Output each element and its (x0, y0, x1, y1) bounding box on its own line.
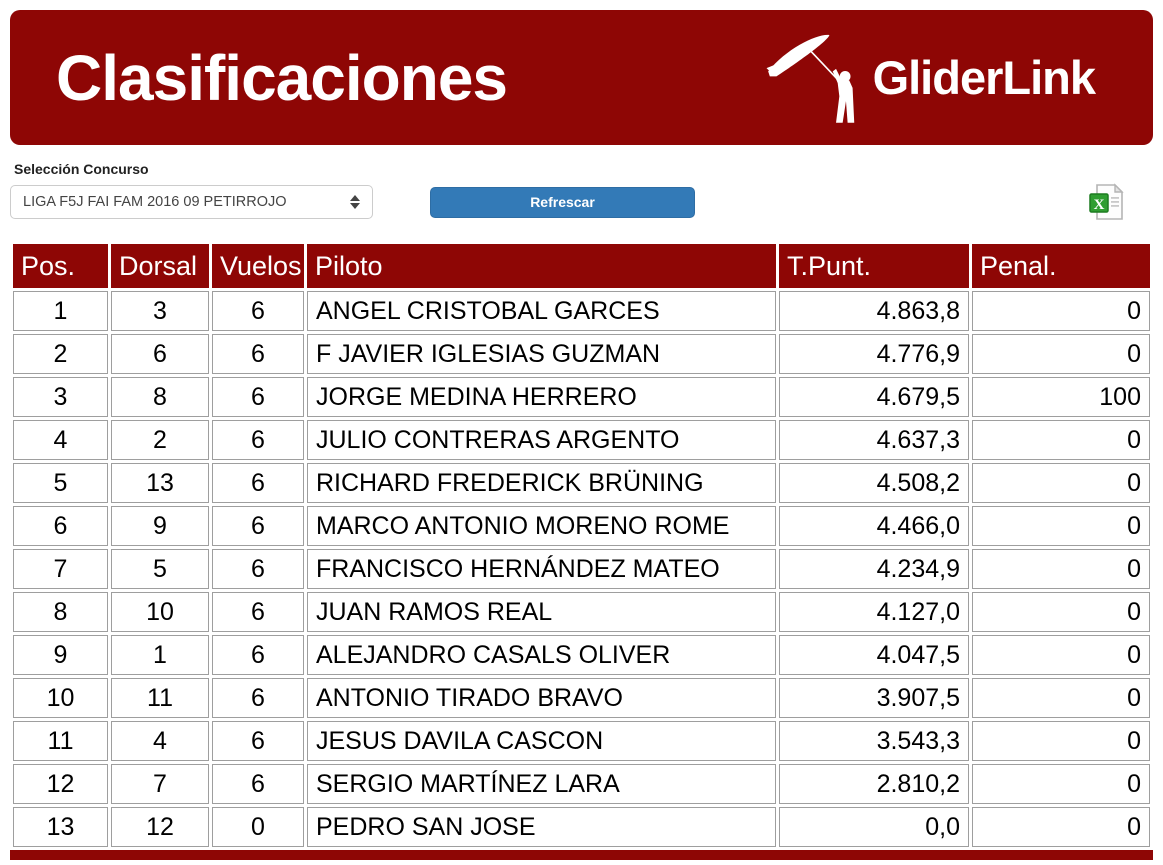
pilot-cell: F JAVIER IGLESIAS GUZMAN (307, 334, 776, 374)
vuelos-cell: 6 (212, 549, 304, 589)
table-row (13, 592, 1150, 632)
pilot-cell: SERGIO MARTÍNEZ LARA (307, 764, 776, 804)
vuelos-cell: 6 (212, 506, 304, 546)
tpunt-cell: 4.637,3 (779, 420, 969, 460)
vuelos-cell: 6 (212, 291, 304, 331)
pos-cell: 4 (13, 420, 108, 460)
pos-cell: 10 (13, 678, 108, 718)
select-arrows-icon (350, 195, 360, 209)
pos-cell: 5 (13, 463, 108, 503)
tpunt-cell: 3.907,5 (779, 678, 969, 718)
penal-cell: 0 (972, 721, 1150, 761)
next-table-header-cutoff (10, 850, 1153, 860)
glider-launch-icon (763, 30, 873, 126)
vuelos-cell: 6 (212, 463, 304, 503)
dorsal-cell: 13 (111, 463, 209, 503)
dorsal-cell: 6 (111, 334, 209, 374)
tpunt-cell: 2.810,2 (779, 764, 969, 804)
pilot-cell: JESUS DAVILA CASCON (307, 721, 776, 761)
vuelos-cell: 6 (212, 377, 304, 417)
contest-select-label: Selección Concurso (14, 161, 149, 177)
brand-name: GliderLink (872, 51, 1095, 104)
dorsal-cell: 1 (111, 635, 209, 675)
col-header-vuelos: Vuelos (212, 244, 304, 288)
results-table-header-row (13, 244, 1150, 288)
tpunt-cell: 4.776,9 (779, 334, 969, 374)
pilot-cell: JORGE MEDINA HERRERO (307, 377, 776, 417)
vuelos-cell: 6 (212, 721, 304, 761)
results-table-body (13, 291, 1150, 847)
pilot-cell: JULIO CONTRERAS ARGENTO (307, 420, 776, 460)
results-table (10, 241, 1153, 850)
svg-text:X: X (1093, 197, 1105, 213)
vuelos-cell: 6 (212, 420, 304, 460)
pos-cell: 13 (13, 807, 108, 847)
pilot-cell: MARCO ANTONIO MORENO ROME (307, 506, 776, 546)
pos-cell: 9 (13, 635, 108, 675)
col-header-penal: Penal. (972, 244, 1150, 288)
penal-cell: 0 (972, 635, 1150, 675)
penal-cell: 0 (972, 807, 1150, 847)
vuelos-cell: 6 (212, 635, 304, 675)
penal-cell: 0 (972, 678, 1150, 718)
penal-cell: 0 (972, 291, 1150, 331)
page-banner (10, 10, 1153, 145)
pos-cell: 1 (13, 291, 108, 331)
pilot-cell: ANTONIO TIRADO BRAVO (307, 678, 776, 718)
penal-cell: 0 (972, 764, 1150, 804)
col-header-tpunt: T.Punt. (779, 244, 969, 288)
pilot-cell: ALEJANDRO CASALS OLIVER (307, 635, 776, 675)
table-row (13, 549, 1150, 589)
dorsal-cell: 3 (111, 291, 209, 331)
table-row (13, 764, 1150, 804)
tpunt-cell: 4.234,9 (779, 549, 969, 589)
pos-cell: 3 (13, 377, 108, 417)
dorsal-cell: 9 (111, 506, 209, 546)
dorsal-cell: 7 (111, 764, 209, 804)
excel-export-button[interactable] (1087, 182, 1127, 222)
penal-cell: 0 (972, 463, 1150, 503)
table-row (13, 506, 1150, 546)
table-row (13, 807, 1150, 847)
col-header-dorsal: Dorsal (111, 244, 209, 288)
tpunt-cell: 4.679,5 (779, 377, 969, 417)
controls-bar (0, 161, 1163, 222)
vuelos-cell: 6 (212, 592, 304, 632)
table-row (13, 678, 1150, 718)
pilot-cell: RICHARD FREDERICK BRÜNING (307, 463, 776, 503)
table-row (13, 463, 1150, 503)
dorsal-cell: 10 (111, 592, 209, 632)
tpunt-cell: 4.047,5 (779, 635, 969, 675)
tpunt-cell: 4.863,8 (779, 291, 969, 331)
pos-cell: 8 (13, 592, 108, 632)
penal-cell: 0 (972, 334, 1150, 374)
contest-select-value: LIGA F5J FAI FAM 2016 09 PETIRROJO (23, 194, 287, 210)
dorsal-cell: 11 (111, 678, 209, 718)
tpunt-cell: 4.466,0 (779, 506, 969, 546)
pos-cell: 7 (13, 549, 108, 589)
pos-cell: 12 (13, 764, 108, 804)
vuelos-cell: 0 (212, 807, 304, 847)
pilot-cell: ANGEL CRISTOBAL GARCES (307, 291, 776, 331)
brand-logo (763, 30, 1095, 126)
tpunt-cell: 4.127,0 (779, 592, 969, 632)
dorsal-cell: 5 (111, 549, 209, 589)
vuelos-cell: 6 (212, 764, 304, 804)
penal-cell: 0 (972, 549, 1150, 589)
dorsal-cell: 8 (111, 377, 209, 417)
pilot-cell: PEDRO SAN JOSE (307, 807, 776, 847)
refresh-button[interactable]: Refrescar (430, 187, 695, 218)
pos-cell: 2 (13, 334, 108, 374)
dorsal-cell: 2 (111, 420, 209, 460)
page-title: Clasificaciones (56, 41, 507, 114)
penal-cell: 0 (972, 506, 1150, 546)
tpunt-cell: 0,0 (779, 807, 969, 847)
contest-select[interactable] (10, 185, 373, 219)
table-row (13, 291, 1150, 331)
pos-cell: 11 (13, 721, 108, 761)
penal-cell: 100 (972, 377, 1150, 417)
table-row (13, 334, 1150, 374)
dorsal-cell: 12 (111, 807, 209, 847)
table-row (13, 420, 1150, 460)
table-row (13, 635, 1150, 675)
col-header-pilot: Piloto (307, 244, 776, 288)
table-row (13, 377, 1150, 417)
pos-cell: 6 (13, 506, 108, 546)
dorsal-cell: 4 (111, 721, 209, 761)
penal-cell: 0 (972, 420, 1150, 460)
excel-export-icon (1087, 197, 1127, 226)
col-header-pos: Pos. (13, 244, 108, 288)
vuelos-cell: 6 (212, 334, 304, 374)
pilot-cell: FRANCISCO HERNÁNDEZ MATEO (307, 549, 776, 589)
tpunt-cell: 3.543,3 (779, 721, 969, 761)
vuelos-cell: 6 (212, 678, 304, 718)
tpunt-cell: 4.508,2 (779, 463, 969, 503)
table-row (13, 721, 1150, 761)
penal-cell: 0 (972, 592, 1150, 632)
pilot-cell: JUAN RAMOS REAL (307, 592, 776, 632)
